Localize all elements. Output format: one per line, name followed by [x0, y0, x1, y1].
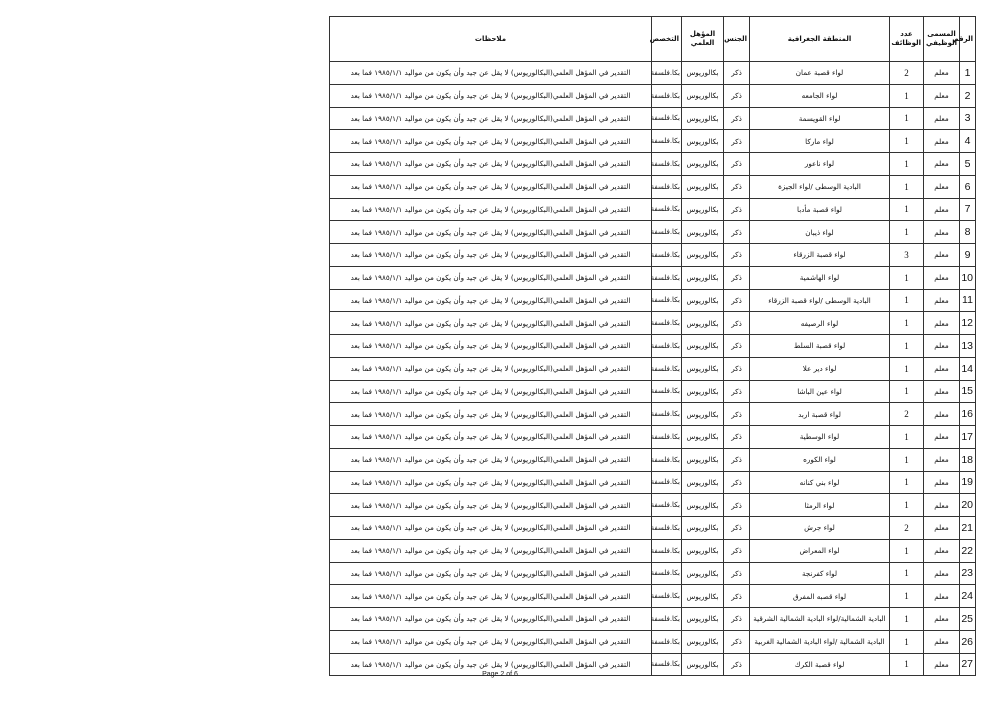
- table-row: [330, 312, 976, 335]
- cell-notes: التقدير في المؤهل العلمي(البكالوريوس) لا يقل عن جيد وأن يكون من مواليد ١٩٨٥/١/١ فما بعد: [330, 585, 652, 608]
- cell-num: 27: [960, 653, 976, 676]
- cell-num: 26: [960, 630, 976, 653]
- cell-specialization: بكا.فلسفة: [652, 380, 682, 403]
- cell-specialization: بكا.فلسفة: [652, 244, 682, 267]
- cell-title: معلم: [924, 312, 960, 335]
- cell-title: معلم: [924, 130, 960, 153]
- table-row: [330, 517, 976, 540]
- cell-gender: ذكر: [724, 630, 750, 653]
- cell-count: 2: [890, 403, 924, 426]
- table-row: [330, 357, 976, 380]
- table-row: [330, 494, 976, 517]
- cell-qualification: بكالوريوس: [682, 107, 724, 130]
- cell-qualification: بكالوريوس: [682, 608, 724, 631]
- page-footer: Page 2 of 6: [482, 671, 518, 678]
- cell-region: لواء القويسمة: [750, 107, 890, 130]
- cell-title: معلم: [924, 585, 960, 608]
- cell-region: لواء دير علا: [750, 357, 890, 380]
- cell-gender: ذكر: [724, 403, 750, 426]
- header-row: [330, 17, 976, 62]
- cell-count: 1: [890, 107, 924, 130]
- cell-specialization: بكا.فلسفة: [652, 153, 682, 176]
- cell-specialization: بكا.فلسفة: [652, 312, 682, 335]
- table-row: [330, 107, 976, 130]
- cell-region: لواء قصبة عمان: [750, 62, 890, 85]
- cell-specialization: بكا.فلسفة: [652, 289, 682, 312]
- cell-num: 18: [960, 448, 976, 471]
- cell-title: معلم: [924, 426, 960, 449]
- header-qualification: المؤهل العلمي: [682, 17, 724, 62]
- cell-region: لواء قصبة مأدبا: [750, 198, 890, 221]
- cell-count: 1: [890, 289, 924, 312]
- cell-title: معلم: [924, 221, 960, 244]
- cell-gender: ذكر: [724, 107, 750, 130]
- table-row: [330, 130, 976, 153]
- cell-region: لواء الرمثا: [750, 494, 890, 517]
- cell-count: 1: [890, 562, 924, 585]
- cell-title: معلم: [924, 107, 960, 130]
- cell-gender: ذكر: [724, 175, 750, 198]
- cell-region: البادية الشمالية/لواء البادية الشمالية الشرقية: [750, 608, 890, 631]
- table-row: [330, 266, 976, 289]
- cell-title: معلم: [924, 448, 960, 471]
- cell-region: لواء الجامعه: [750, 84, 890, 107]
- cell-notes: التقدير في المؤهل العلمي(البكالوريوس) لا يقل عن جيد وأن يكون من مواليد ١٩٨٥/١/١ فما بعد: [330, 630, 652, 653]
- cell-notes: التقدير في المؤهل العلمي(البكالوريوس) لا يقل عن جيد وأن يكون من مواليد ١٩٨٥/١/١ فما بعد: [330, 494, 652, 517]
- cell-num: 8: [960, 221, 976, 244]
- cell-region: لواء كفرنجة: [750, 562, 890, 585]
- cell-gender: ذكر: [724, 380, 750, 403]
- cell-title: معلم: [924, 562, 960, 585]
- cell-count: 1: [890, 539, 924, 562]
- cell-region: لواء عين الباشا: [750, 380, 890, 403]
- cell-gender: ذكر: [724, 494, 750, 517]
- cell-qualification: بكالوريوس: [682, 289, 724, 312]
- header-count: عدد الوظائف: [890, 17, 924, 62]
- cell-region: لواء الرصيفه: [750, 312, 890, 335]
- cell-count: 1: [890, 335, 924, 358]
- cell-count: 1: [890, 494, 924, 517]
- cell-title: معلم: [924, 403, 960, 426]
- cell-specialization: بكا.فلسفة: [652, 471, 682, 494]
- cell-gender: ذكر: [724, 539, 750, 562]
- header-gender: الجنس: [724, 17, 750, 62]
- cell-region: لواء قصبة السلط: [750, 335, 890, 358]
- cell-notes: التقدير في المؤهل العلمي(البكالوريوس) لا يقل عن جيد وأن يكون من مواليد ١٩٨٥/١/١ فما بعد: [330, 562, 652, 585]
- cell-count: 1: [890, 221, 924, 244]
- cell-notes: التقدير في المؤهل العلمي(البكالوريوس) لا يقل عن جيد وأن يكون من مواليد ١٩٨٥/١/١ فما بعد: [330, 289, 652, 312]
- cell-title: معلم: [924, 153, 960, 176]
- cell-qualification: بكالوريوس: [682, 630, 724, 653]
- cell-region: لواء قصبة الزرقاء: [750, 244, 890, 267]
- table-row: [330, 585, 976, 608]
- cell-region: لواء الهاشمية: [750, 266, 890, 289]
- cell-num: 1: [960, 62, 976, 85]
- cell-gender: ذكر: [724, 153, 750, 176]
- table-row: [330, 221, 976, 244]
- cell-count: 1: [890, 312, 924, 335]
- cell-qualification: بكالوريوس: [682, 380, 724, 403]
- table-row: [330, 153, 976, 176]
- cell-notes: التقدير في المؤهل العلمي(البكالوريوس) لا يقل عن جيد وأن يكون من مواليد ١٩٨٥/١/١ فما بعد: [330, 84, 652, 107]
- cell-title: معلم: [924, 653, 960, 676]
- cell-num: 24: [960, 585, 976, 608]
- cell-specialization: بكا.فلسفة: [652, 130, 682, 153]
- cell-gender: ذكر: [724, 221, 750, 244]
- cell-count: 1: [890, 175, 924, 198]
- cell-count: 1: [890, 380, 924, 403]
- cell-notes: التقدير في المؤهل العلمي(البكالوريوس) لا يقل عن جيد وأن يكون من مواليد ١٩٨٥/١/١ فما بعد: [330, 266, 652, 289]
- table-row: [330, 175, 976, 198]
- table-row: [330, 335, 976, 358]
- cell-notes: التقدير في المؤهل العلمي(البكالوريوس) لا يقل عن جيد وأن يكون من مواليد ١٩٨٥/١/١ فما بعد: [330, 380, 652, 403]
- cell-specialization: بكا.فلسفة: [652, 426, 682, 449]
- cell-region: لواء بني كنانه: [750, 471, 890, 494]
- cell-title: معلم: [924, 84, 960, 107]
- cell-gender: ذكر: [724, 357, 750, 380]
- header-specialization: التخصص: [652, 17, 682, 62]
- cell-title: معلم: [924, 608, 960, 631]
- cell-num: 13: [960, 335, 976, 358]
- cell-gender: ذكر: [724, 130, 750, 153]
- cell-gender: ذكر: [724, 653, 750, 676]
- cell-title: معلم: [924, 198, 960, 221]
- table-row: [330, 198, 976, 221]
- cell-count: 2: [890, 517, 924, 540]
- cell-title: معلم: [924, 244, 960, 267]
- cell-notes: التقدير في المؤهل العلمي(البكالوريوس) لا يقل عن جيد وأن يكون من مواليد ١٩٨٥/١/١ فما بعد: [330, 244, 652, 267]
- cell-title: معلم: [924, 335, 960, 358]
- cell-count: 1: [890, 653, 924, 676]
- table-row: [330, 630, 976, 653]
- cell-gender: ذكر: [724, 312, 750, 335]
- cell-qualification: بكالوريوس: [682, 653, 724, 676]
- cell-num: 23: [960, 562, 976, 585]
- cell-notes: التقدير في المؤهل العلمي(البكالوريوس) لا يقل عن جيد وأن يكون من مواليد ١٩٨٥/١/١ فما بعد: [330, 221, 652, 244]
- cell-title: معلم: [924, 289, 960, 312]
- cell-specialization: بكا.فلسفة: [652, 608, 682, 631]
- table-row: [330, 426, 976, 449]
- cell-qualification: بكالوريوس: [682, 517, 724, 540]
- cell-title: معلم: [924, 175, 960, 198]
- cell-gender: ذكر: [724, 608, 750, 631]
- vacancies-table: [329, 16, 976, 676]
- cell-gender: ذكر: [724, 244, 750, 267]
- cell-notes: التقدير في المؤهل العلمي(البكالوريوس) لا يقل عن جيد وأن يكون من مواليد ١٩٨٥/١/١ فما بعد: [330, 62, 652, 85]
- cell-qualification: بكالوريوس: [682, 62, 724, 85]
- cell-specialization: بكا.فلسفة: [652, 84, 682, 107]
- cell-region: لواء ذيبان: [750, 221, 890, 244]
- table-row: [330, 244, 976, 267]
- cell-num: 12: [960, 312, 976, 335]
- cell-count: 1: [890, 153, 924, 176]
- cell-notes: التقدير في المؤهل العلمي(البكالوريوس) لا يقل عن جيد وأن يكون من مواليد ١٩٨٥/١/١ فما بعد: [330, 426, 652, 449]
- cell-count: 1: [890, 608, 924, 631]
- cell-specialization: بكا.فلسفة: [652, 653, 682, 676]
- cell-num: 21: [960, 517, 976, 540]
- cell-qualification: بكالوريوس: [682, 221, 724, 244]
- cell-gender: ذكر: [724, 517, 750, 540]
- cell-notes: التقدير في المؤهل العلمي(البكالوريوس) لا يقل عن جيد وأن يكون من مواليد ١٩٨٥/١/١ فما بعد: [330, 471, 652, 494]
- table-row: [330, 539, 976, 562]
- cell-num: 2: [960, 84, 976, 107]
- cell-notes: التقدير في المؤهل العلمي(البكالوريوس) لا يقل عن جيد وأن يكون من مواليد ١٩٨٥/١/١ فما بعد: [330, 175, 652, 198]
- cell-count: 1: [890, 448, 924, 471]
- cell-qualification: بكالوريوس: [682, 448, 724, 471]
- cell-notes: التقدير في المؤهل العلمي(البكالوريوس) لا يقل عن جيد وأن يكون من مواليد ١٩٨٥/١/١ فما بعد: [330, 357, 652, 380]
- cell-num: 20: [960, 494, 976, 517]
- cell-specialization: بكا.فلسفة: [652, 221, 682, 244]
- cell-region: لواء ناعور: [750, 153, 890, 176]
- table-row: [330, 62, 976, 85]
- table-body: [330, 62, 976, 676]
- cell-title: معلم: [924, 517, 960, 540]
- cell-qualification: بكالوريوس: [682, 426, 724, 449]
- cell-gender: ذكر: [724, 198, 750, 221]
- header-notes: ملاحظات: [330, 17, 652, 62]
- cell-region: لواء الكوره: [750, 448, 890, 471]
- cell-gender: ذكر: [724, 562, 750, 585]
- table-row: [330, 471, 976, 494]
- cell-num: 19: [960, 471, 976, 494]
- cell-num: 22: [960, 539, 976, 562]
- cell-qualification: بكالوريوس: [682, 562, 724, 585]
- cell-specialization: بكا.فلسفة: [652, 62, 682, 85]
- cell-title: معلم: [924, 357, 960, 380]
- header-region: المنطقة الجغرافية: [750, 17, 890, 62]
- cell-region: لواء قصبة اربد: [750, 403, 890, 426]
- cell-count: 1: [890, 357, 924, 380]
- cell-qualification: بكالوريوس: [682, 312, 724, 335]
- cell-qualification: بكالوريوس: [682, 494, 724, 517]
- cell-title: معلم: [924, 266, 960, 289]
- cell-notes: التقدير في المؤهل العلمي(البكالوريوس) لا يقل عن جيد وأن يكون من مواليد ١٩٨٥/١/١ فما بعد: [330, 517, 652, 540]
- cell-gender: ذكر: [724, 289, 750, 312]
- cell-count: 1: [890, 84, 924, 107]
- cell-title: معلم: [924, 62, 960, 85]
- cell-num: 3: [960, 107, 976, 130]
- cell-notes: التقدير في المؤهل العلمي(البكالوريوس) لا يقل عن جيد وأن يكون من مواليد ١٩٨٥/١/١ فما بعد: [330, 653, 652, 676]
- cell-region: لواء المعراض: [750, 539, 890, 562]
- cell-num: 25: [960, 608, 976, 631]
- cell-qualification: بكالوريوس: [682, 244, 724, 267]
- cell-title: معلم: [924, 630, 960, 653]
- cell-notes: التقدير في المؤهل العلمي(البكالوريوس) لا يقل عن جيد وأن يكون من مواليد ١٩٨٥/١/١ فما بعد: [330, 153, 652, 176]
- table-row: [330, 403, 976, 426]
- cell-specialization: بكا.فلسفة: [652, 494, 682, 517]
- cell-notes: التقدير في المؤهل العلمي(البكالوريوس) لا يقل عن جيد وأن يكون من مواليد ١٩٨٥/١/١ فما بعد: [330, 403, 652, 426]
- cell-qualification: بكالوريوس: [682, 357, 724, 380]
- cell-qualification: بكالوريوس: [682, 130, 724, 153]
- cell-gender: ذكر: [724, 471, 750, 494]
- cell-count: 2: [890, 62, 924, 85]
- cell-gender: ذكر: [724, 266, 750, 289]
- cell-num: 15: [960, 380, 976, 403]
- cell-specialization: بكا.فلسفة: [652, 198, 682, 221]
- cell-qualification: بكالوريوس: [682, 198, 724, 221]
- cell-qualification: بكالوريوس: [682, 471, 724, 494]
- cell-region: لواء قصبه المفرق: [750, 585, 890, 608]
- cell-qualification: بكالوريوس: [682, 153, 724, 176]
- cell-gender: ذكر: [724, 585, 750, 608]
- cell-qualification: بكالوريوس: [682, 403, 724, 426]
- cell-gender: ذكر: [724, 448, 750, 471]
- cell-count: 1: [890, 130, 924, 153]
- cell-gender: ذكر: [724, 335, 750, 358]
- cell-region: لواء جرش: [750, 517, 890, 540]
- cell-count: 1: [890, 471, 924, 494]
- cell-qualification: بكالوريوس: [682, 335, 724, 358]
- cell-num: 17: [960, 426, 976, 449]
- cell-region: البادية الوسطى /لواء قصبة الزرقاء: [750, 289, 890, 312]
- cell-num: 7: [960, 198, 976, 221]
- table-row: [330, 289, 976, 312]
- table-row: [330, 562, 976, 585]
- cell-specialization: بكا.فلسفة: [652, 266, 682, 289]
- cell-notes: التقدير في المؤهل العلمي(البكالوريوس) لا يقل عن جيد وأن يكون من مواليد ١٩٨٥/١/١ فما بعد: [330, 335, 652, 358]
- cell-specialization: بكا.فلسفة: [652, 562, 682, 585]
- cell-specialization: بكا.فلسفة: [652, 335, 682, 358]
- cell-gender: ذكر: [724, 62, 750, 85]
- cell-notes: التقدير في المؤهل العلمي(البكالوريوس) لا يقل عن جيد وأن يكون من مواليد ١٩٨٥/١/١ فما بعد: [330, 448, 652, 471]
- cell-region: لواء قصبة الكرك: [750, 653, 890, 676]
- cell-specialization: بكا.فلسفة: [652, 448, 682, 471]
- cell-num: 16: [960, 403, 976, 426]
- cell-count: 1: [890, 630, 924, 653]
- header-title: المسمى الوظيفي: [924, 17, 960, 62]
- cell-notes: التقدير في المؤهل العلمي(البكالوريوس) لا يقل عن جيد وأن يكون من مواليد ١٩٨٥/١/١ فما بعد: [330, 539, 652, 562]
- cell-gender: ذكر: [724, 426, 750, 449]
- table-row: [330, 84, 976, 107]
- table-row: [330, 448, 976, 471]
- cell-specialization: بكا.فلسفة: [652, 357, 682, 380]
- cell-qualification: بكالوريوس: [682, 84, 724, 107]
- cell-notes: التقدير في المؤهل العلمي(البكالوريوس) لا يقل عن جيد وأن يكون من مواليد ١٩٨٥/١/١ فما بعد: [330, 608, 652, 631]
- cell-count: 3: [890, 244, 924, 267]
- cell-num: 11: [960, 289, 976, 312]
- table-row: [330, 608, 976, 631]
- cell-notes: التقدير في المؤهل العلمي(البكالوريوس) لا يقل عن جيد وأن يكون من مواليد ١٩٨٥/١/١ فما بعد: [330, 107, 652, 130]
- cell-specialization: بكا.فلسفة: [652, 175, 682, 198]
- cell-notes: التقدير في المؤهل العلمي(البكالوريوس) لا يقل عن جيد وأن يكون من مواليد ١٩٨٥/١/١ فما بعد: [330, 198, 652, 221]
- cell-count: 1: [890, 426, 924, 449]
- cell-specialization: بكا.فلسفة: [652, 517, 682, 540]
- cell-num: 5: [960, 153, 976, 176]
- cell-num: 4: [960, 130, 976, 153]
- cell-qualification: بكالوريوس: [682, 585, 724, 608]
- cell-num: 14: [960, 357, 976, 380]
- cell-specialization: بكا.فلسفة: [652, 403, 682, 426]
- cell-qualification: بكالوريوس: [682, 266, 724, 289]
- cell-qualification: بكالوريوس: [682, 175, 724, 198]
- header-num: الرقم: [960, 17, 976, 62]
- cell-region: لواء ماركا: [750, 130, 890, 153]
- cell-specialization: بكا.فلسفة: [652, 107, 682, 130]
- table-row: [330, 380, 976, 403]
- cell-num: 10: [960, 266, 976, 289]
- cell-count: 1: [890, 585, 924, 608]
- cell-region: البادية الوسطى /لواء الجيزة: [750, 175, 890, 198]
- cell-title: معلم: [924, 471, 960, 494]
- cell-count: 1: [890, 198, 924, 221]
- cell-gender: ذكر: [724, 84, 750, 107]
- table-header: [330, 17, 976, 62]
- cell-qualification: بكالوريوس: [682, 539, 724, 562]
- cell-region: لواء الوسطية: [750, 426, 890, 449]
- cell-specialization: بكا.فلسفة: [652, 539, 682, 562]
- cell-num: 6: [960, 175, 976, 198]
- cell-region: البادية الشمالية /لواء البادية الشمالية الغربية: [750, 630, 890, 653]
- cell-specialization: بكا.فلسفة: [652, 585, 682, 608]
- cell-num: 9: [960, 244, 976, 267]
- cell-count: 1: [890, 266, 924, 289]
- cell-title: معلم: [924, 494, 960, 517]
- cell-specialization: بكا.فلسفة: [652, 630, 682, 653]
- cell-title: معلم: [924, 539, 960, 562]
- cell-notes: التقدير في المؤهل العلمي(البكالوريوس) لا يقل عن جيد وأن يكون من مواليد ١٩٨٥/١/١ فما بعد: [330, 130, 652, 153]
- cell-title: معلم: [924, 380, 960, 403]
- cell-notes: التقدير في المؤهل العلمي(البكالوريوس) لا يقل عن جيد وأن يكون من مواليد ١٩٨٥/١/١ فما بعد: [330, 312, 652, 335]
